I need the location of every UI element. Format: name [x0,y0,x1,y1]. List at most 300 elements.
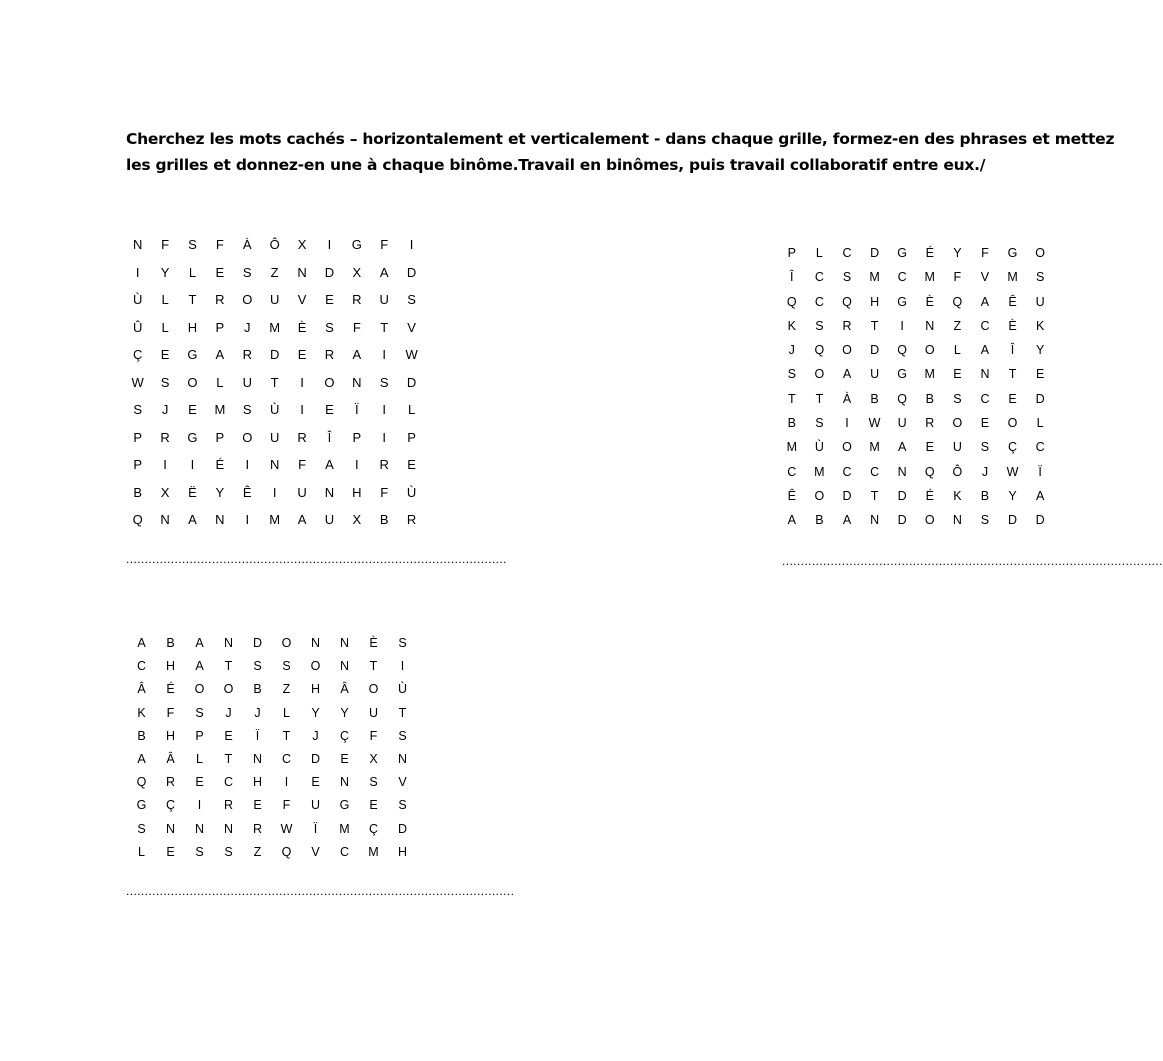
grid-letter[interactable]: N [324,484,335,500]
grid-letter[interactable]: E [325,402,334,417]
grid-letter[interactable]: H [252,775,263,790]
grid-letter[interactable]: L [161,319,169,335]
grid-letter[interactable]: S [242,402,252,417]
grid-letter[interactable]: W [1006,464,1019,479]
grid-letter[interactable]: Ï [255,728,260,743]
grid-letter[interactable]: E [160,347,170,362]
grid-letter[interactable]: Y [953,246,962,260]
grid-letter[interactable]: Z [953,318,962,333]
grid-letter[interactable]: S [398,728,407,743]
grid-letter[interactable]: E [407,457,416,472]
grid-letter[interactable]: N [269,457,280,472]
grid-letter[interactable]: O [281,636,292,650]
grid-letter[interactable]: S [369,775,378,790]
grid-letter[interactable]: Ç [339,728,350,743]
grid-letter[interactable]: Q [814,343,825,358]
grid-letter[interactable]: Ù [406,484,417,500]
grid-letter[interactable]: É [166,682,175,697]
grid-letter[interactable]: K [1035,318,1045,333]
grid-letter[interactable]: A [379,264,389,280]
grid-letter[interactable]: B [133,484,143,500]
grid-letter[interactable]: U [242,374,252,390]
grid-letter[interactable]: O [924,343,935,358]
grid-letter[interactable]: S [195,844,204,859]
grid-letter[interactable]: T [787,391,796,406]
grid-letter[interactable]: O [842,440,852,455]
grid-letter[interactable]: D [406,264,417,280]
grid-letter[interactable]: I [409,237,414,252]
grid-letter[interactable]: F [380,484,389,500]
grid-letter[interactable]: Ï [355,402,359,417]
grid-letter[interactable]: D [1035,391,1045,406]
grid-letter[interactable]: A [842,513,852,528]
grid-letter[interactable]: A [980,294,990,309]
grid-letter[interactable]: P [133,457,143,472]
grid-letter[interactable]: Q [952,294,963,309]
grid-letter[interactable]: I [245,457,250,472]
grid-letter[interactable]: Î [327,429,332,445]
grid-letter[interactable]: T [1008,367,1017,382]
grid-letter[interactable]: U [897,416,907,431]
grid-letter[interactable]: H [165,659,176,674]
grid-letter[interactable]: A [215,347,225,362]
grid-letter[interactable]: A [195,636,204,650]
grid-letter[interactable]: I [845,416,849,431]
grid-letter[interactable]: D [252,636,263,650]
grid-letter[interactable]: D [1008,513,1018,528]
grid-letter[interactable]: O [194,682,205,697]
grid-letter[interactable]: M [269,512,281,527]
grid-letter[interactable]: F [161,237,170,252]
grid-letter[interactable]: J [225,705,232,720]
grid-letter[interactable]: I [245,512,250,527]
grid-letter[interactable]: Ë [188,484,197,500]
grid-letter[interactable]: U [269,429,280,445]
grid-letter[interactable]: À [242,237,252,252]
grid-letter[interactable]: J [161,402,169,417]
grid-letter[interactable]: E [166,844,175,859]
grid-letter[interactable]: S [787,367,796,382]
grid-letter[interactable]: M [339,821,350,836]
grid-letter[interactable]: Y [340,705,349,720]
grid-letter[interactable]: N [397,751,408,766]
grid-letter[interactable]: I [272,484,277,500]
grid-letter[interactable]: D [324,264,335,280]
grid-letter[interactable]: T [188,292,197,307]
grid-letter[interactable]: W [405,347,418,362]
grid-letter[interactable]: E [369,798,378,813]
grid-letter[interactable]: R [842,318,852,333]
grid-letter[interactable]: N [339,636,350,650]
grid-letter[interactable]: C [339,844,350,859]
grid-letter[interactable]: Q [281,844,292,859]
grid-letter[interactable]: Ô [269,237,280,252]
grid-letter[interactable]: A [787,513,796,528]
grid-letter[interactable]: U [310,798,321,813]
grid-letter[interactable]: D [397,821,408,836]
grid-letter[interactable]: C [897,270,907,285]
grid-letter[interactable]: E [253,798,262,813]
grid-letter[interactable]: L [1036,416,1044,431]
grid-letter[interactable]: R [352,292,362,307]
answer-line-1[interactable]: ...................................................................................................... [126,552,507,566]
grid-letter[interactable]: È [925,294,934,309]
grid-letter[interactable]: T [224,751,233,766]
grid-letter[interactable]: I [900,318,904,333]
grid-letter[interactable]: C [223,775,234,790]
grid-letter[interactable]: V [311,844,320,859]
grid-letter[interactable]: B [253,682,262,697]
grid-letter[interactable]: R [160,429,170,445]
grid-letter[interactable]: R [223,798,234,813]
grid-letter[interactable]: G [187,429,198,445]
grid-letter[interactable]: O [242,429,253,445]
grid-letter[interactable]: N [252,751,263,766]
grid-letter[interactable]: P [787,246,796,260]
grid-letter[interactable]: V [398,775,407,790]
grid-letter[interactable]: B [925,391,934,406]
grid-letter[interactable]: E [953,367,962,382]
grid-letter[interactable]: H [870,294,880,309]
grid-letter[interactable]: R [324,347,335,362]
grid-letter[interactable]: E [311,775,320,790]
grid-letter[interactable]: M [214,402,226,417]
grid-letter[interactable]: I [327,237,332,252]
grid-letter[interactable]: M [814,464,825,479]
grid-letter[interactable]: Y [160,264,170,280]
grid-letter[interactable]: Q [842,294,852,309]
grid-letter[interactable]: J [788,343,795,358]
grid-letter[interactable]: L [216,374,224,390]
grid-letter[interactable]: I [300,374,304,390]
grid-letter[interactable]: G [897,367,908,382]
grid-letter[interactable]: D [269,347,280,362]
grid-letter[interactable]: Ï [1038,464,1042,479]
grid-letter[interactable]: Q [136,775,147,790]
grid-letter[interactable]: X [297,237,307,252]
grid-letter[interactable]: D [870,246,880,260]
grid-letter[interactable]: À [842,391,852,406]
grid-letter[interactable]: Â [137,682,146,697]
grid-letter[interactable]: G [1007,246,1018,260]
grid-letter[interactable]: P [407,429,416,445]
grid-letter[interactable]: S [398,798,407,813]
grid-letter[interactable]: N [133,237,143,252]
grid-letter[interactable]: P [352,429,362,445]
grid-letter[interactable]: L [188,264,197,280]
grid-letter[interactable]: É [925,488,934,503]
grid-letter[interactable]: Î [790,270,794,285]
grid-letter[interactable]: N [194,821,205,836]
grid-letter[interactable]: N [925,318,935,333]
grid-letter[interactable]: L [138,844,145,859]
grid-letter[interactable]: R [242,347,252,362]
answer-line-3[interactable]: ........................................................................................................ [126,884,515,898]
grid-letter[interactable]: H [310,682,321,697]
grid-letter[interactable]: C [980,391,990,406]
grid-letter[interactable]: C [787,464,797,479]
grid-letter[interactable]: Ô [952,464,963,479]
grid-letter[interactable]: O [223,682,234,697]
grid-letter[interactable]: V [297,292,307,307]
grid-letter[interactable]: S [379,374,389,390]
grid-letter[interactable]: T [815,391,824,406]
grid-letter[interactable]: X [160,484,170,500]
grid-letter[interactable]: G [187,347,198,362]
grid-letter[interactable]: S [224,844,233,859]
grid-letter[interactable]: T [870,488,879,503]
grid-letter[interactable]: N [352,374,362,390]
grid-letter[interactable]: R [379,457,389,472]
grid-letter[interactable]: I [135,264,140,280]
grid-letter[interactable]: A [297,512,307,527]
grid-letter[interactable]: Q [924,464,935,479]
grid-letter[interactable]: I [190,457,195,472]
grid-letter[interactable]: F [369,728,378,743]
grid-letter[interactable]: F [215,237,224,252]
grid-letter[interactable]: B [980,488,990,503]
grid-letter[interactable]: E [195,775,204,790]
grid-letter[interactable]: O [368,682,379,697]
grid-letter[interactable]: S [398,636,407,650]
grid-letter[interactable]: A [137,636,146,650]
grid-letter[interactable]: É [925,246,934,260]
grid-letter[interactable]: F [166,705,175,720]
grid-letter[interactable]: N [952,513,962,528]
grid-letter[interactable]: O [952,416,963,431]
grid-letter[interactable]: C [842,464,852,479]
grid-letter[interactable]: Ç [368,821,379,836]
grid-letter[interactable]: M [869,270,880,285]
grid-letter[interactable]: W [131,374,144,390]
grid-letter[interactable]: P [215,319,225,335]
grid-letter[interactable]: S [980,513,990,528]
grid-letter[interactable]: Y [1008,488,1017,503]
grid-letter[interactable]: T [380,319,389,335]
grid-letter[interactable]: M [368,844,379,859]
grid-letter[interactable]: O [814,488,825,503]
grid-letter[interactable]: N [897,464,907,479]
grid-letter[interactable]: M [1007,270,1018,285]
grid-letter[interactable]: B [870,391,879,406]
grid-letter[interactable]: G [339,798,350,813]
grid-letter[interactable]: A [188,512,197,527]
grid-letter[interactable]: C [870,464,880,479]
grid-letter[interactable]: I [300,402,304,417]
grid-letter[interactable]: J [312,728,319,743]
grid-letter[interactable]: S [325,319,334,335]
grid-letter[interactable]: Z [253,844,262,859]
grid-letter[interactable]: C [281,751,292,766]
grid-letter[interactable]: N [165,821,176,836]
grid-letter[interactable]: Q [897,391,908,406]
grid-letter[interactable]: M [869,440,880,455]
grid-letter[interactable]: Q [897,343,908,358]
grid-letter[interactable]: W [280,821,293,836]
grid-letter[interactable]: E [1008,391,1017,406]
grid-letter[interactable]: O [814,367,825,382]
grid-letter[interactable]: S [282,659,291,674]
grid-letter[interactable]: Ù [269,402,280,417]
grid-letter[interactable]: K [953,488,962,503]
grid-letter[interactable]: F [352,319,361,335]
grid-letter[interactable]: S [842,270,852,285]
grid-letter[interactable]: L [196,751,203,766]
grid-letter[interactable]: N [310,636,321,650]
grid-letter[interactable]: M [924,270,935,285]
grid-letter[interactable]: I [197,798,202,813]
grid-letter[interactable]: E [1035,367,1045,382]
grid-letter[interactable]: A [898,440,907,455]
grid-letter[interactable]: R [406,512,417,527]
grid-letter[interactable]: U [368,705,379,720]
grid-letter[interactable]: E [188,402,197,417]
grid-letter[interactable]: È [1008,318,1017,333]
grid-letter[interactable]: Y [311,705,320,720]
grid-letter[interactable]: R [297,429,307,445]
grid-letter[interactable]: H [165,728,176,743]
grid-letter[interactable]: S [980,440,990,455]
grid-letter[interactable]: L [407,402,416,417]
grid-letter[interactable]: U [379,292,389,307]
grid-letter[interactable]: U [870,367,880,382]
grid-letter[interactable]: S [188,237,197,252]
grid-letter[interactable]: F [981,246,989,260]
grid-letter[interactable]: V [407,319,416,335]
grid-letter[interactable]: S [1035,270,1045,285]
grid-letter[interactable]: S [137,821,146,836]
grid-letter[interactable]: N [980,367,990,382]
grid-letter[interactable]: G [897,246,908,260]
grid-letter[interactable]: S [253,659,262,674]
grid-letter[interactable]: B [166,636,175,650]
grid-letter[interactable]: D [897,488,907,503]
grid-letter[interactable]: L [815,246,823,260]
grid-letter[interactable]: N [160,512,170,527]
grid-letter[interactable]: D [870,343,880,358]
grid-letter[interactable]: O [310,659,321,674]
grid-letter[interactable]: A [842,367,852,382]
grid-letter[interactable]: M [269,319,281,335]
grid-letter[interactable]: B [815,513,824,528]
grid-letter[interactable]: P [133,429,143,445]
grid-letter[interactable]: O [242,292,253,307]
grid-letter[interactable]: J [254,705,261,720]
grid-letter[interactable]: C [814,294,824,309]
grid-letter[interactable]: F [282,798,291,813]
grid-letter[interactable]: F [953,270,962,285]
grid-letter[interactable]: C [842,246,852,260]
grid-letter[interactable]: C [136,659,147,674]
grid-letter[interactable]: P [195,728,204,743]
grid-letter[interactable]: Â [340,682,349,697]
grid-letter[interactable]: D [1035,513,1045,528]
grid-letter[interactable]: N [870,513,880,528]
grid-letter[interactable]: S [815,318,824,333]
grid-letter[interactable]: S [815,416,824,431]
grid-letter[interactable]: O [1035,246,1045,260]
grid-letter[interactable]: S [133,402,143,417]
grid-letter[interactable]: G [136,798,147,813]
grid-letter[interactable]: B [137,728,146,743]
grid-letter[interactable]: N [223,636,234,650]
grid-letter[interactable]: S [407,292,416,307]
grid-letter[interactable]: R [252,821,263,836]
grid-letter[interactable]: Q [786,294,797,309]
grid-letter[interactable]: U [297,484,307,500]
grid-letter[interactable]: U [1035,294,1045,309]
grid-letter[interactable]: N [339,775,350,790]
grid-letter[interactable]: E [340,751,349,766]
grid-letter[interactable]: É [215,457,225,472]
grid-letter[interactable]: Ï [313,821,318,836]
grid-letter[interactable]: U [952,440,962,455]
grid-letter[interactable]: C [980,318,990,333]
grid-letter[interactable]: Ê [1008,294,1017,309]
grid-letter[interactable]: S [195,705,204,720]
grid-letter[interactable]: K [787,318,796,333]
grid-letter[interactable]: H [397,844,408,859]
grid-letter[interactable]: L [161,292,169,307]
grid-letter[interactable]: È [297,319,307,335]
grid-letter[interactable]: I [382,402,387,417]
grid-letter[interactable]: U [324,512,335,527]
grid-letter[interactable]: B [787,416,796,431]
grid-letter[interactable]: A [325,457,334,472]
grid-letter[interactable]: C [1035,440,1045,455]
grid-letter[interactable]: L [953,343,961,358]
grid-letter[interactable]: Z [282,682,291,697]
grid-letter[interactable]: Ç [133,347,143,362]
grid-letter[interactable]: Ç [1008,440,1018,455]
grid-letter[interactable]: T [870,318,879,333]
grid-letter[interactable]: E [215,264,225,280]
grid-letter[interactable]: X [352,512,362,527]
grid-letter[interactable]: O [1007,416,1018,431]
grid-letter[interactable]: A [1035,488,1045,503]
grid-letter[interactable]: A [352,347,362,362]
grid-letter[interactable]: A [195,659,204,674]
grid-letter[interactable]: N [339,659,350,674]
grid-letter[interactable]: S [160,374,170,390]
grid-letter[interactable]: X [352,264,362,280]
grid-letter[interactable]: Û [133,319,143,335]
grid-letter[interactable]: T [224,659,233,674]
grid-letter[interactable]: I [163,457,167,472]
grid-letter[interactable]: I [382,347,387,362]
grid-letter[interactable]: Î [1010,343,1015,358]
grid-letter[interactable]: T [369,659,378,674]
grid-letter[interactable]: M [786,440,797,455]
grid-letter[interactable]: I [400,659,405,674]
grid-letter[interactable]: H [187,319,198,335]
grid-letter[interactable]: I [284,775,289,790]
grid-letter[interactable]: O [924,513,935,528]
grid-letter[interactable]: N [223,821,234,836]
grid-letter[interactable]: A [980,343,990,358]
grid-letter[interactable]: H [352,484,362,500]
answer-line-2[interactable]: ...................................................................................................... [782,554,1163,568]
grid-letter[interactable]: Y [215,484,225,500]
grid-letter[interactable]: O [842,343,852,358]
grid-letter[interactable]: I [382,429,387,445]
grid-letter[interactable]: E [297,347,307,362]
grid-letter[interactable]: T [270,374,279,390]
grid-letter[interactable]: P [215,429,225,445]
grid-letter[interactable]: T [398,705,407,720]
grid-letter[interactable]: E [325,292,334,307]
grid-letter[interactable]: D [406,374,417,390]
